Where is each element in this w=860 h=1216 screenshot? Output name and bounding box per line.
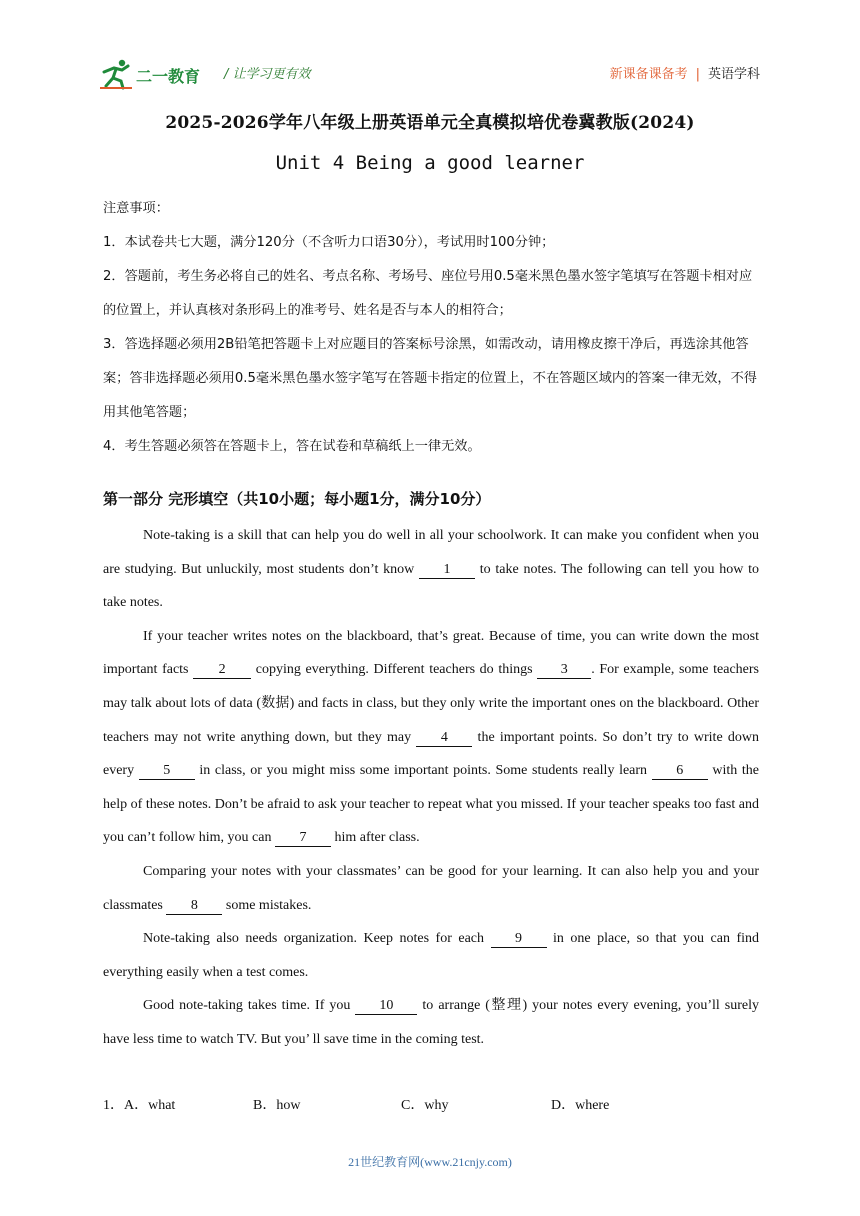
passage-text: If your teacher writes notes on the blackboard, that’s great. Because of time, you can write down the most important facts	[103, 628, 759, 678]
passage-text: the important points. So don’t try to write down every	[103, 729, 759, 779]
passage-paragraph-1	[103, 519, 759, 620]
runner-logo-icon	[100, 58, 134, 90]
passage-text: copying everything. Different teachers do things	[251, 662, 538, 678]
blank-3: 3	[537, 662, 591, 679]
passage-text: Good note-taking takes time. If you	[143, 998, 356, 1014]
blank-7: 7	[275, 830, 331, 847]
passage-text: in one place, so that you can find everything easily when a test comes.	[103, 931, 760, 980]
notice-item-1: 1．本试卷共七大题，满分120分（不含听力口语30分），考试用时100分钟；	[103, 235, 555, 250]
passage-paragraph-3	[103, 855, 759, 922]
blank-6: 6	[652, 763, 708, 780]
cloze-passage	[103, 519, 759, 1057]
notice-item-4: 4．考生答题必须答在答题卡上，答在试卷和草稿纸上一律无效。	[103, 439, 481, 454]
header-right	[610, 63, 760, 82]
blank-1: 1	[419, 562, 475, 579]
notice-item-2: 2．答题前，考生务必将自己的姓名、考点名称、考场号、座位号用0.5毫米黑色墨水签字笔填写在答题卡相对应的位置上，并认真核对条形码上的准考号、姓名是否与本人的相符合；	[103, 269, 753, 318]
logo-text: 二一教育	[136, 67, 201, 86]
unit-title: Unit 4 Being a good learner	[275, 152, 585, 174]
passage-text: Note-taking is a skill that can help you do well in all your schoolwork. It can make you confident when you are studying. But unluckily, most students don’t know	[103, 528, 759, 577]
page-header	[100, 54, 760, 94]
blank-9: 9	[491, 931, 547, 948]
page-footer: 21世纪教育网(www.21cnjy.com)	[348, 1155, 512, 1169]
passage-text: some mistakes.	[222, 897, 312, 913]
passage-text: in class, or you might miss some important points. Some students really learn	[194, 763, 652, 779]
exam-title: 2025-2026学年八年级上册英语单元全真模拟培优卷冀教版(2024)	[165, 113, 695, 133]
option-a: 1．A．what	[103, 1098, 176, 1113]
header-label-prep: 新课备课备考	[609, 67, 688, 82]
notice-item-3: 3．答选择题必须用2B铅笔把答题卡上对应题目的答案标号涂黑，如需改动，请用橡皮擦干净后，再选涂其他答案；答非选择题必须用0.5毫米黑色墨水签字笔写在答题卡指定的位置上，不在答题区域内的答案一律无效，不得用其他笔答题；	[103, 337, 757, 420]
option-c: C．why	[401, 1098, 449, 1113]
blank-2: 2	[193, 662, 251, 679]
passage-text: to arrange (整理) your notes every evening, you’ll surely have less time to watch TV. But you’ ll save time in the coming test.	[103, 998, 759, 1047]
passage-text: with the help of these notes. Don’t be afraid to ask your teacher to repeat what you missed. If your teacher speaks too fast and you can’t follow him, you can	[103, 763, 760, 846]
passage-text: Comparing your notes with your classmates’ can be good for your learning. It can also help you and your classmates	[103, 863, 759, 913]
blank-8: 8	[166, 898, 222, 915]
passage-text: . For example, some teachers may talk about lots of data (数据) and facts in class, but they only write the important ones on the blackboard. Other teachers may not write anything down, but they may	[103, 662, 759, 745]
passage-paragraph-2	[103, 620, 759, 855]
blank-5: 5	[139, 763, 195, 780]
notice-block	[103, 192, 759, 464]
notice-heading: 注意事项：	[103, 201, 169, 216]
blank-10: 10	[355, 998, 417, 1015]
passage-text: him after class.	[331, 830, 420, 846]
header-separator: |	[695, 67, 700, 82]
passage-text: to take notes. The following can tell you how to take notes.	[103, 561, 759, 611]
passage-paragraph-5	[103, 989, 759, 1056]
passage-paragraph-4	[103, 922, 759, 989]
logo	[100, 58, 212, 90]
option-d: D．where	[551, 1098, 610, 1113]
option-b: B．how	[253, 1098, 301, 1113]
slogan: / 让学习更有效	[224, 67, 311, 82]
header-label-subject: 英语学科	[707, 67, 760, 82]
passage-text: Note-taking also needs organization. Keep notes for each	[143, 931, 491, 947]
blank-4: 4	[416, 730, 472, 747]
section-title: 第一部分 完形填空（共10小题；每小题1分，满分10分）	[103, 490, 491, 508]
